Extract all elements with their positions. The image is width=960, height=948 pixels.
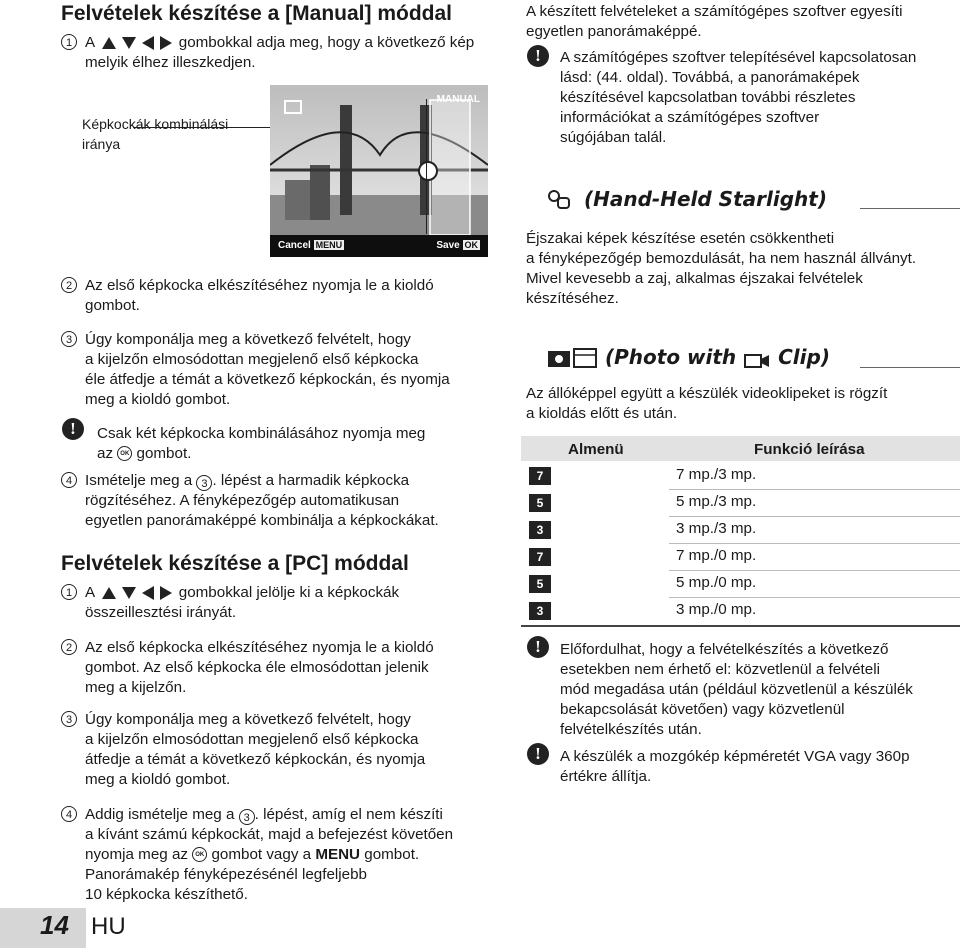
photo-clip-text <box>526 384 887 424</box>
table-row <box>521 517 960 544</box>
note-text: lásd: (44. oldal). Továbbá, a panorámaképek <box>560 69 860 86</box>
table-row <box>521 463 960 490</box>
pc-step-4 <box>61 805 511 905</box>
manual-step-2 <box>61 276 511 316</box>
step-ref: 3 <box>196 475 212 491</box>
note-text: értékre állítja. <box>560 768 652 785</box>
note-text: Előfordulhat, hogy a felvételkészítés a következő <box>560 641 889 658</box>
page-number: 14 <box>40 910 69 940</box>
step-text: gombot. Az első képkocka éle elmosódottan jelenik <box>85 659 429 676</box>
step-text: Úgy komponálja meg a következő felvételt, hogy <box>85 711 411 728</box>
body-line: Mivel kevesebb a zaj, alkalmas éjszakai felvételek <box>526 270 863 287</box>
camera-screen-image <box>270 85 488 257</box>
body-line: a fényképezőgép bemozdulását, ha nem használ állványt. <box>526 250 917 267</box>
step-number: 1 <box>61 584 77 600</box>
step-text: a kijelzőn elmosódottan megjelenő első képkocka <box>85 351 419 368</box>
step-text: gombot. <box>85 297 140 314</box>
pc-step-3 <box>61 710 511 790</box>
step-text: gombot vagy a <box>211 846 312 863</box>
cancel-label: Cancel <box>278 240 311 251</box>
step-text: összeillesztési irányát. <box>85 604 237 621</box>
step-text: 10 képkocka készíthető. <box>85 886 248 903</box>
step-text: . lépést, amíg el nem készíti <box>254 806 443 823</box>
clip-length-icon: 7 <box>529 548 551 566</box>
note-text: A készülék a mozgókép képméretét VGA vagy 360p <box>560 748 910 765</box>
clip-length-icon: 3 <box>529 602 551 620</box>
note-text: gombot. <box>136 445 192 462</box>
arrow-left-icon <box>142 36 154 50</box>
step-text: Az első képkocka elkészítéséhez nyomja le a kioldó <box>85 277 434 294</box>
mode-label: MANUAL <box>436 94 480 105</box>
arrow-left-icon <box>142 586 154 600</box>
step-text: A <box>85 34 95 51</box>
step-text: Ismételje meg a <box>85 472 193 489</box>
note-text: információkat a számítógépes szoftver <box>560 109 820 126</box>
step-text: meg a kioldó gombot. <box>85 391 231 408</box>
step-number: 4 <box>61 472 77 488</box>
title-part: Clip) <box>778 345 830 369</box>
step-text: meg a kijelzőn. <box>85 679 187 696</box>
clip-length-icon: 5 <box>529 494 551 512</box>
note-video-size <box>560 747 910 787</box>
step-text: a kijelzőn elmosódottan megjelenő első képkocka <box>85 731 419 748</box>
step-text: A <box>85 584 95 601</box>
step-text: gombot. <box>364 846 420 863</box>
step-number: 4 <box>61 806 77 822</box>
camera-screen <box>270 85 488 257</box>
warning-icon: ! <box>62 418 84 440</box>
step-text: meg a kioldó gombot. <box>85 771 231 788</box>
manual-step-3 <box>61 330 511 410</box>
table-cell: 3 mp./0 mp. <box>676 601 757 618</box>
note-text: készítésével kapcsolatban további részletes <box>560 89 856 106</box>
clip-length-icon: 3 <box>529 521 551 539</box>
step-ref: 3 <box>239 809 255 825</box>
note-availability <box>560 640 913 740</box>
note-text: esetekben nem érhető el: közvetlenül a felvételi <box>560 661 880 678</box>
step-text: éle átfedje a témát a következő képkockán, és nyomja <box>85 371 450 388</box>
cancel-button[interactable] <box>278 240 344 251</box>
pc-step-2 <box>61 638 511 698</box>
step-text: Az első képkocka elkészítéséhez nyomja le a kioldó <box>85 639 434 656</box>
save-label: Save <box>436 240 460 251</box>
step-number: 3 <box>61 331 77 347</box>
step-text: egyetlen panorámaképpé kombinálja a képkockákat. <box>85 512 439 529</box>
ok-key-icon: OK <box>464 240 478 250</box>
note-text: Csak két képkocka kombinálásához nyomja meg <box>97 425 426 442</box>
note-text: az <box>97 445 114 462</box>
arrow-right-icon <box>160 36 172 50</box>
section-rule <box>860 208 960 209</box>
table-row <box>521 571 960 598</box>
intro-text <box>526 2 903 42</box>
menu-key-icon: MENU <box>315 240 343 250</box>
table-cell: 5 mp./0 mp. <box>676 574 757 591</box>
step-text: Úgy komponálja meg a következő felvételt, hogy <box>85 331 411 348</box>
manual-step-4 <box>61 471 511 531</box>
callout-label-line: iránya <box>82 136 121 152</box>
body-line: készítéséhez. <box>526 290 619 307</box>
arrow-down-icon <box>122 37 136 49</box>
column-header-description: Funkció leírása <box>754 441 865 458</box>
note-text: bekapcsolását követően) vagy közvetlenül <box>560 701 845 718</box>
body-line: a kioldás előtt és után. <box>526 405 678 422</box>
hand-held-text <box>526 229 916 309</box>
callout-label <box>82 114 228 154</box>
section-title-manual: Felvételek készítése a [Manual] móddal <box>61 2 452 25</box>
arrow-down-icon <box>122 587 136 599</box>
note-text: súgójában talál. <box>560 129 667 146</box>
intro-line: egyetlen panorámaképpé. <box>526 23 702 40</box>
callout-label-line: Képkockák kombinálási <box>82 116 229 132</box>
step-text: melyik élhez illeszkedjen. <box>85 54 256 71</box>
callout-line <box>133 127 273 128</box>
table-bottom-rule <box>521 625 960 627</box>
note-manual <box>97 424 425 464</box>
note-text: A számítógépes szoftver telepítésével kapcsolatosan <box>560 49 917 66</box>
table-cell: 5 mp./3 mp. <box>676 493 757 510</box>
language-label: HU <box>91 913 126 940</box>
step-number: 1 <box>61 34 77 50</box>
table-row <box>521 598 960 625</box>
movie-camera-icon <box>743 350 771 368</box>
note-text: felvételkészítés után. <box>560 721 702 738</box>
section-title-pc: Felvételek készítése a [PC] móddal <box>61 552 409 575</box>
save-button[interactable] <box>436 240 480 251</box>
step-number: 2 <box>61 277 77 293</box>
table-header <box>521 436 960 461</box>
intro-line: A készített felvételeket a számítógépes szoftver egyesíti <box>526 3 903 20</box>
table-cell: 7 mp./0 mp. <box>676 547 757 564</box>
section-title-hand-held: (Hand-Held Starlight) <box>584 187 827 211</box>
table-cell: 3 mp./3 mp. <box>676 520 757 537</box>
step-text: . lépést a harmadik képkocka <box>212 472 410 489</box>
arrow-right-icon <box>160 586 172 600</box>
step-number: 2 <box>61 639 77 655</box>
note-software <box>560 48 916 148</box>
step-text: rögzítéséhez. A fényképezőgép automatikusan <box>85 492 400 509</box>
step-number: 3 <box>61 711 77 727</box>
menu-button-label: MENU <box>315 846 361 863</box>
warning-icon: ! <box>527 743 549 765</box>
section-rule <box>860 367 960 368</box>
photo-with-clip-icon <box>546 345 602 371</box>
pc-step-1 <box>61 583 511 623</box>
title-part: (Photo with <box>605 345 737 369</box>
step-text: Panorámakép fényképezésénél legfeljebb <box>85 866 368 883</box>
step-text: nyomja meg az <box>85 846 188 863</box>
hand-held-starlight-icon <box>546 187 574 211</box>
warning-icon: ! <box>527 636 549 658</box>
arrow-up-icon <box>102 37 116 49</box>
body-line: Az állóképpel együtt a készülék videoklipeket is rögzít <box>526 385 888 402</box>
step-text: átfedje a témát a következő képkockán, és nyomja <box>85 751 426 768</box>
table-row <box>521 544 960 571</box>
warning-icon: ! <box>527 45 549 67</box>
table-cell: 7 mp./3 mp. <box>676 466 757 483</box>
callout-line <box>426 99 427 234</box>
clip-length-icon: 5 <box>529 575 551 593</box>
step-text: gombokkal adja meg, hogy a következő kép <box>178 34 475 51</box>
step-text: gombokkal jelölje ki a képkockák <box>178 584 400 601</box>
section-title-photo-clip <box>605 345 830 369</box>
ok-button-icon: OK <box>117 446 132 461</box>
ok-button-icon: OK <box>192 847 207 862</box>
step-text: Addig ismételje meg a <box>85 806 235 823</box>
step-text: a kívánt számú képkockát, majd a befejezést követően <box>85 826 454 843</box>
manual-step-1 <box>61 33 511 73</box>
arrow-up-icon <box>102 587 116 599</box>
clip-length-icon: 7 <box>529 467 551 485</box>
body-line: Éjszakai képek készítése esetén csökkentheti <box>526 230 835 247</box>
column-header-submenu: Almenü <box>568 441 624 458</box>
table-row <box>521 490 960 517</box>
note-text: mód megadása után (például közvetlenül a készülék <box>560 681 913 698</box>
